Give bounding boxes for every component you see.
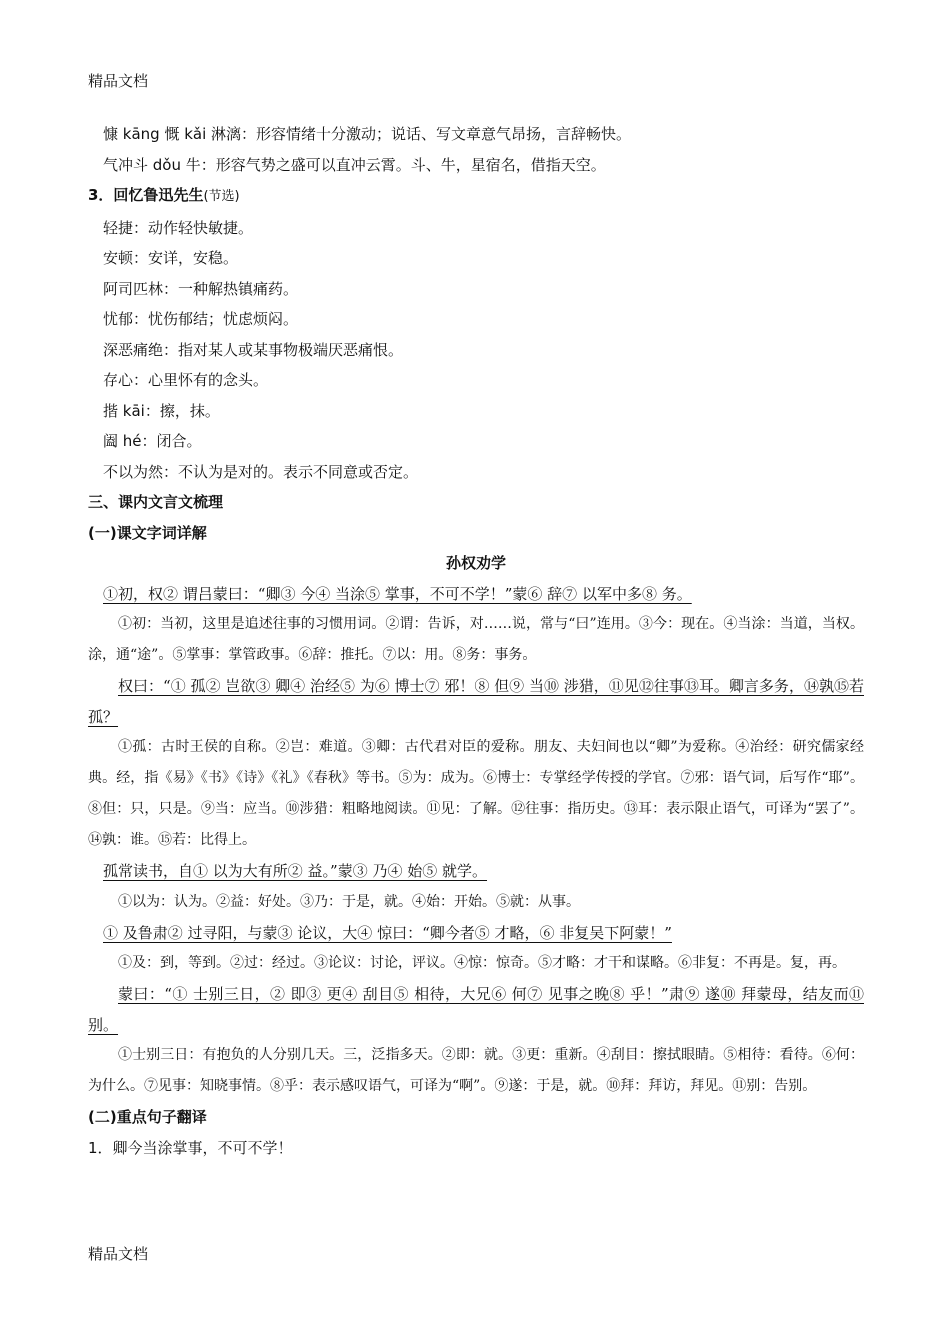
source-sentence: 权曰：“① 孤② 岂欲③ 卿④ 治经⑤ 为⑥ 博士⑦ 邪！⑧ 但⑨ 当⑩ 涉猎，⑪见⑫往事⑬耳。卿言多务，⑭孰⑮若孤？ (88, 677, 864, 726)
vocab-entry: 轻捷：动作轻快敏捷。 (103, 218, 254, 237)
source-text (88, 918, 864, 949)
source-text (88, 856, 864, 887)
annotation-block: ①士别三日：有抱负的人分别几天。三，泛指多天。②即：就。③更：重新。④刮目：擦拭眼睛。⑤相待：看待。⑥何：为什么。⑦见事：知晓事情。⑧乎：表示感叹语气，可译为“啊”。⑨遂：于是，就。⑩拜：拜访，拜见。⑪别：告别。 (88, 1047, 864, 1094)
vocab-entry: 深恶痛绝：指对某人或某事物极端厌恶痛恨。 (103, 340, 404, 359)
source-sentence: 蒙曰：“① 士别三日，② 即③ 更④ 刮目⑤ 相待，大兄⑥ 何⑦ 见事之晚⑧ 乎！”肃⑨ 遂⑩ 拜蒙母，结友而⑪别。 (88, 985, 864, 1034)
subsection-heading: (二)重点句子翻译 (88, 1108, 207, 1126)
annotation-block: ①以为：认为。②益：好处。③乃：于是，就。④始：开始。⑤就：从事。 (118, 893, 580, 910)
vocab-entry: 安顿：安详，安稳。 (103, 249, 239, 267)
annotation-block: ①孤：古时王侯的自称。②岂：难道。③卿：古代君对臣的爱称。朋友、夫妇间也以“卿”为爱称。④治经：研究儒家经典。经，指《易》《书》《诗》《礼》《春秋》等书。⑤为：成为。⑥博士：专掌经学传授的学官。⑦邪：语气词，后写作“耶”。⑧但：只，只是。⑨当：应当。⑩涉猎：粗略地阅读。⑪见：了解。⑫往事：指历史。⑬耳：表示限止语气，可译为“罢了”。⑭孰：谁。⑮若：比得上。 (88, 739, 864, 848)
source-text (88, 979, 864, 1040)
source-text (88, 671, 864, 732)
vocab-entry: 慷 kāng 慨 kǎi 淋漓：形容情绪十分激动；说话、写文章意气昂扬，言辞畅快。 (103, 125, 632, 143)
vocab-entry: 阖 hé：闭合。 (103, 432, 202, 450)
vocab-entry: 存心：心里怀有的念头。 (103, 371, 269, 389)
vocab-entry: 不以为然：不认为是对的。表示不同意或否定。 (103, 462, 419, 481)
translation-sentence: 1．卿今当涂掌事，不可不学！ (88, 1138, 293, 1157)
section-heading-note: (节选) (203, 189, 240, 204)
lesson-title: 孙权劝学 (445, 554, 506, 572)
annotation-block: ①初：当初，这里是追述往事的习惯用词。②谓：告诉，对……说，常与“曰”连用。③今：现在。④当涂：当道，当权。涂，通“途”。⑤掌事：掌管政事。⑥辞：推托。⑦以：用。⑧务：事务。 (88, 616, 864, 663)
vocab-entry: 气冲斗 dǒu 牛：形容气势之盛可以直冲云霄。斗、牛，星宿名，借指天空。 (103, 155, 606, 174)
part-heading: 三、课内文言文梳理 (88, 493, 224, 511)
source-text (88, 579, 864, 610)
subsection-heading: (一)课文字词详解 (88, 523, 207, 542)
document-body (88, 119, 864, 1163)
section-heading-title: 3．回忆鲁迅先生 (88, 186, 204, 204)
header-watermark: 精品文档 (88, 72, 149, 90)
vocab-entry: 揩 kāi：擦，抹。 (103, 401, 220, 420)
section-heading (88, 180, 864, 213)
source-sentence: ① 及鲁肃② 过寻阳，与蒙③ 论议，大④ 惊曰：“卿今者⑤ 才略，⑥ 非复吴下阿蒙！” (103, 923, 672, 942)
annotation-block: ①及：到，等到。②过：经过。③论议：讨论，评议。④惊：惊奇。⑤才略：才干和谋略。⑥非复：不再是。复，再。 (118, 955, 846, 971)
source-sentence: 孤常读书，自① 以为大有所② 益。”蒙③ 乃④ 始⑤ 就学。 (103, 862, 488, 880)
footer-watermark: 精品文档 (88, 1245, 149, 1263)
vocab-entry: 阿司匹林：一种解热镇痛药。 (103, 279, 299, 298)
vocab-entry: 忧郁：忧伤郁结；忧虑烦闷。 (103, 310, 299, 328)
source-sentence: ①初，权② 谓吕蒙曰：“卿③ 今④ 当涂⑤ 掌事，不可不学！”蒙⑥ 辞⑦ 以军中多⑧ 务。 (103, 584, 692, 603)
